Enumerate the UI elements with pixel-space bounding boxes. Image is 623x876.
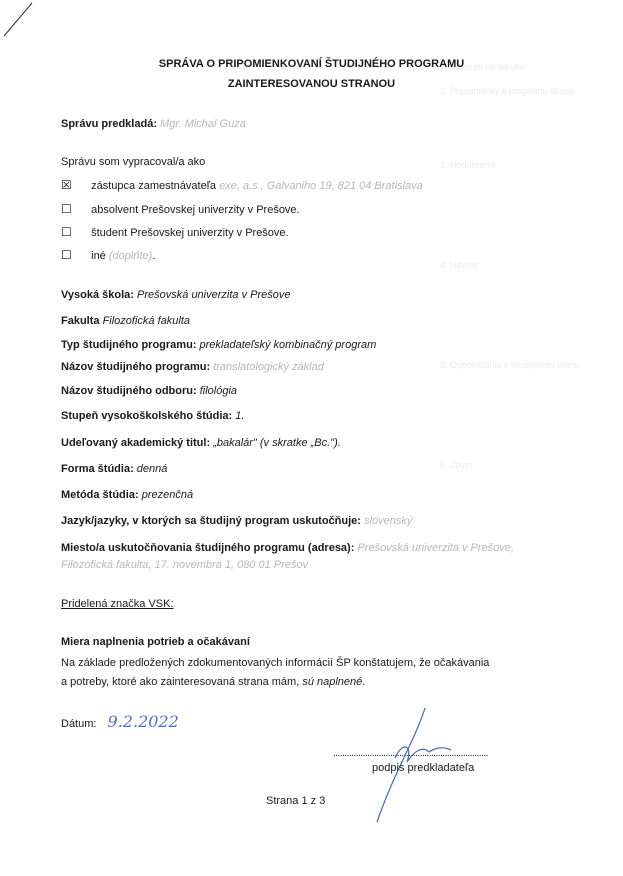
option-other[interactable] [61,248,155,262]
field-school [61,289,290,301]
option-detail: (doplňte) [108,250,153,262]
date-label: Dátum: [61,718,97,730]
field-value: translatologický základ [213,361,324,373]
field-program-name [61,361,324,373]
option-employer[interactable] [61,178,423,192]
field-value: prezenčná [141,489,194,501]
field-value: denná [136,463,168,475]
fulfilment-text-line2 [61,676,365,688]
fulfilment-period: . [362,676,366,688]
field-label: Stupeň vysokoškolského štúdia: [61,410,233,422]
corner-pen-stroke [0,0,40,40]
checkbox-checked-icon[interactable]: ☒ [61,178,72,192]
option-detail: exe, a.s., Galvaniho 19, 821 04 Bratislava [219,180,423,192]
field-label: Forma štúdia: [61,463,134,475]
field-label: Typ študijného programu: [61,339,197,351]
field-value: Prešovská univerzita v Prešove, [357,542,514,554]
field-label: Metóda štúdia: [61,489,139,501]
assigned-mark-label: Pridelená značka VSK: [61,598,174,610]
field-value: „bakalár" (v skratke „Bc."). [213,437,341,449]
field-title-awarded [61,437,341,449]
option-label: študent Prešovskej univerzity v Prešove. [91,227,289,239]
date-value: 9.2.2022 [107,712,179,731]
field-field-name [61,385,237,397]
option-label: iné [91,250,106,262]
submitter-row [61,118,246,130]
field-program-type [61,339,376,351]
document-title-line1: SPRÁVA O PRIPOMIENKOVANÍ ŠTUDIJNÉHO PROGRAMU [158,58,465,70]
checkbox-empty-icon[interactable]: ☐ [61,225,72,239]
option-student[interactable] [61,225,289,239]
checkbox-empty-icon[interactable]: ☐ [61,202,72,216]
field-study-form [61,463,167,475]
field-value: 1. [235,410,245,422]
option-graduate[interactable] [61,202,300,216]
option-label: absolvent Prešovskej univerzity v Prešove. [91,204,300,216]
signature-dots: .................................................................... [333,748,488,759]
field-value: slovenský [364,515,413,527]
bleed-through-text: 1. Štúdium na fakulte 2. Pripomienky k programu štúdia 3. Hodnotenie 4. Návrhy 5. Odporúčania k študijnému plánu 6. Záver [440,62,580,470]
field-value: Filozofická fakulta [102,315,191,327]
fulfilment-text: a potreby, ktoré ako zainteresovaná strana mám, [61,676,300,688]
field-languages [61,515,412,527]
field-faculty [61,315,190,327]
signature-caption: podpis predkladateľa [372,762,475,774]
field-place [61,542,514,554]
field-value: Prešovská univerzita v Prešove [137,289,291,301]
field-label: Názov študijného programu: [61,361,211,373]
submitter-label: Správu predkladá: [61,118,157,130]
field-label: Miesto/a uskutočňovania študijného programu (adresa): [61,542,355,554]
checkbox-empty-icon[interactable]: ☐ [61,248,72,262]
field-study-method [61,489,193,501]
field-label: Fakulta [61,315,100,327]
submitter-value: Mgr. Michal Guza [160,118,246,130]
field-label: Udeľovaný akademický titul: [61,437,211,449]
date-row [61,712,179,731]
option-tail: . [152,250,156,262]
document-title-line2: ZAINTERESOVANOU STRANOU [227,78,396,90]
field-degree-level [61,410,244,422]
field-label: Názov študijného odboru: [61,385,197,397]
fulfilment-verdict: sú naplnené [302,676,363,688]
option-label: zástupca zamestnávateľa [91,180,217,192]
field-label: Jazyk/jazyky, v ktorých sa študijný program uskutočňuje: [61,515,361,527]
fulfilment-text-line1: Na základe predložených zdokumentovaných informácií ŠP konštatujem, že očakávania [61,657,490,669]
fulfilment-heading: Miera naplnenia potrieb a očakávaní [61,636,250,648]
field-value: prekladateľský kombinačný program [199,339,377,351]
prepared-as-intro: Správu som vypracoval/a ako [61,156,206,168]
field-label: Vysoká škola: [61,289,134,301]
field-place-line2: Filozofická fakulta, 17. novembra 1, 080 01 Prešov [61,559,309,571]
page-footer: Strana 1 z 3 [266,795,326,807]
field-value: filológia [199,385,238,397]
